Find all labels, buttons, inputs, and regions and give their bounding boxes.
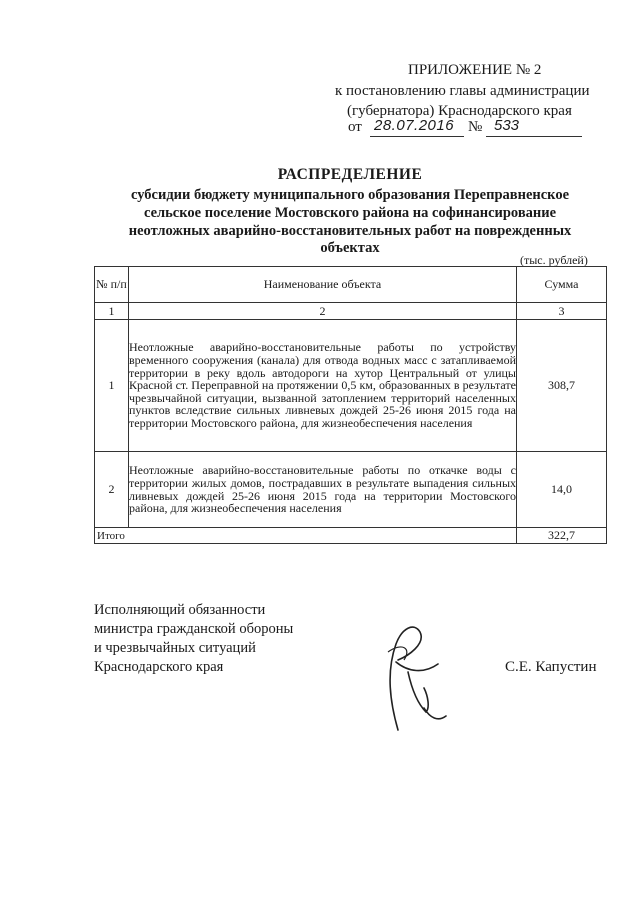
row-sum: 308,7 xyxy=(517,320,607,452)
title-line-4: объектах xyxy=(320,240,380,256)
number-value: 533 xyxy=(494,117,520,134)
title-line-1: субсидии бюджету муниципального образования Переправненское xyxy=(130,187,570,203)
signatory-line-2: министра гражданской обороны xyxy=(94,621,294,637)
index-cell: 2 xyxy=(129,303,517,320)
index-cell: 3 xyxy=(517,303,607,320)
table-index-row xyxy=(95,303,607,320)
signatory-title xyxy=(94,601,293,677)
date-value: 28.07.2016 xyxy=(374,117,455,134)
date-number-line xyxy=(348,119,588,141)
title-line-2: сельское поселение Мостовского района на софинансирование xyxy=(143,205,557,221)
table-header-row xyxy=(95,267,607,303)
resolution-line-2: (губернатора) Краснодарского края xyxy=(347,103,572,119)
table-total-row xyxy=(95,528,607,544)
unit-label: (тыс. рублей) xyxy=(520,253,588,267)
handwritten-signature xyxy=(368,612,458,742)
date-underline xyxy=(370,136,464,137)
table-row xyxy=(95,320,607,452)
appendix-title: ПРИЛОЖЕНИЕ № 2 xyxy=(408,62,542,78)
total-label: Итого xyxy=(95,528,517,544)
row-num: 1 xyxy=(95,320,129,452)
header-num: № п/п xyxy=(95,267,129,303)
signatory-name: С.Е. Капустин xyxy=(505,659,597,675)
distribution-table xyxy=(94,266,607,544)
row-sum: 14,0 xyxy=(517,452,607,528)
title-line-3: неотложных аварийно-восстановительных работ на поврежденных xyxy=(128,223,572,239)
document-title: РАСПРЕДЕЛЕНИЕ xyxy=(277,166,423,183)
signatory-line-4: Краснодарского края xyxy=(94,659,224,675)
row-name: Неотложные аварийно-восстановительные работы по откачке воды с территории жилых домов, пострадавших в результате выпадения сильных ливневых дождей 25-26 июня 2015 года на территории Мостовского района, для жизнеобеспечения населения xyxy=(129,452,517,528)
row-name: Неотложные аварийно-восстановительные работы по устройству временного сооружения (канала) для отвода водных масс с затапливаемой территории в реку вдоль автодороги на хутор Центральный от улицы Красной ст. Переправной на протяжении 0,5 км, образованных в результате чрезвычайной ситуации, вызванной затоплением территорий населенных пунктов вследствие сильных ливневых дождей 25-26 июня 2015 года на территории Мостовского района, для жизнеобеспечения населения xyxy=(129,320,517,452)
row-num: 2 xyxy=(95,452,129,528)
number-label: № xyxy=(468,119,483,135)
header-name: Наименование объекта xyxy=(129,267,517,303)
header-sum: Сумма xyxy=(517,267,607,303)
resolution-line-1: к постановлению главы администрации xyxy=(335,83,590,99)
total-sum: 322,7 xyxy=(517,528,607,544)
table-row xyxy=(95,452,607,528)
number-underline xyxy=(486,136,582,137)
from-label: от xyxy=(348,119,362,135)
index-cell: 1 xyxy=(95,303,129,320)
signatory-line-3: и чрезвычайных ситуаций xyxy=(94,640,256,656)
signatory-line-1: Исполняющий обязанности xyxy=(94,602,266,618)
